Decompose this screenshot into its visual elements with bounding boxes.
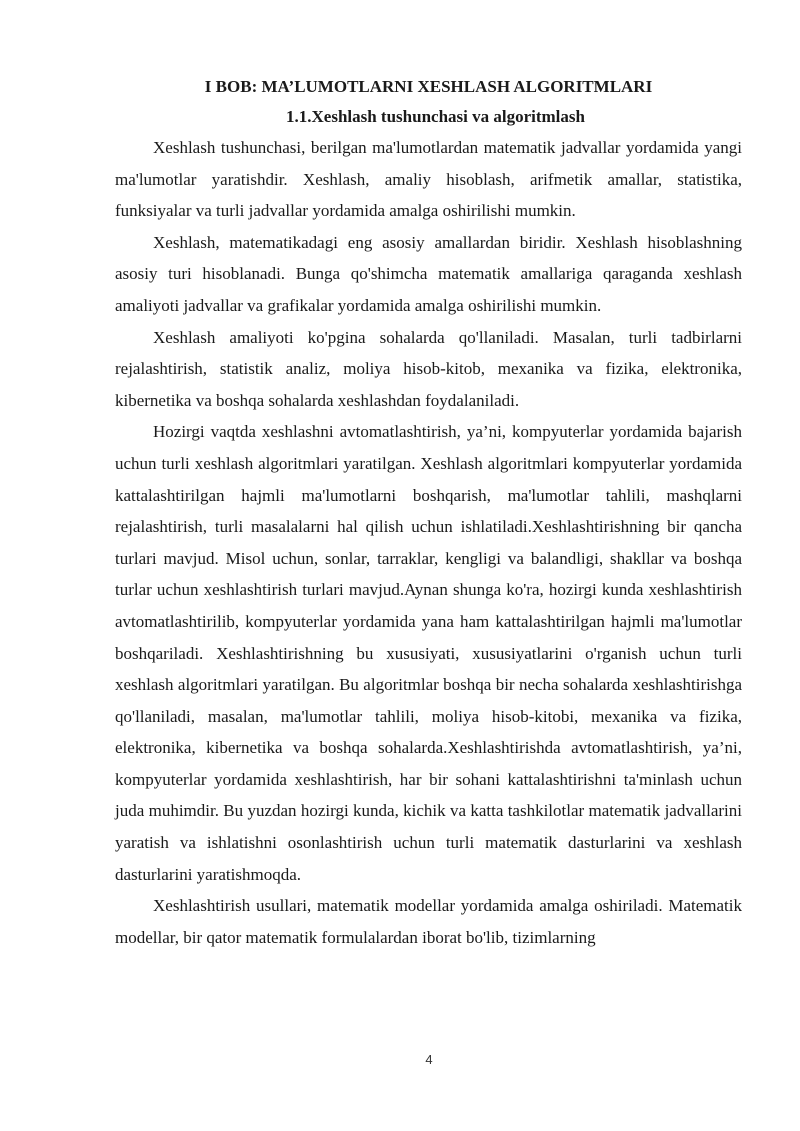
page-content <box>115 74 742 953</box>
page-number: 4 <box>425 1052 433 1067</box>
chapter-title: I BOB: MA’LUMOTLARNI XESHLASH ALGORITMLARI <box>204 77 653 96</box>
paragraph-4: Hozirgi vaqtda xeshlashni avtomatlashtirish, ya’ni, kompyuterlar yordamida bajarish uchun turli xeshlash algoritmlari yaratilgan. Xeshlash algoritmlari kompyuterlar yordamida kattalashtirilgan hajmli ma'lumotlarni boshqarish, ma'lumotlar tahlili, mashqlarni rejalashtirish, turli masalalarni hal qilish uchun ishlatiladi.Xeshlashtirishning bir qancha turlari mavjud. Misol uchun, sonlar, tarraklar, kengligi va balandligi, shakllar va boshqa turlar uchun xeshlashtirish turlari mavjud.Aynan shunga ko'ra, hozirgi kunda xeshlashtirish avtomatlashtirilib, kompyuterlar yordamida yana ham kattalashtirilgan hajmli ma'lumotlar boshqariladi. Xeshlashtirishning bu xususiyati, xususiyatlarini o'rganish uchun turli xeshlash algoritmlari yaratilgan. Bu algoritmlar boshqa bir necha sohalarda xeshlashtirishga qo'llaniladi, masalan, ma'lumotlar tahlili, moliya hisob-kitobi, mexanika va fizika, elektronika, kibernetika va boshqa sohalarda.Xeshlashtirishda avtomatlashtirish, ya’ni, kompyuterlar yordamida xeshlashtirish, har bir sohani kattalashtirishni ta'minlash uchun juda muhimdir. Bu yuzdan hozirgi kunda, kichik va katta tashkilotlar matematik jadvallarini yaratish va ishlatishni osonlashtirish uchun turli matematik dasturlarini va xeshlash dasturlarini yaratishmoqda. <box>115 422 742 884</box>
paragraph-5: Xeshlashtirish usullari, matematik modellar yordamida amalga oshiriladi. Matematik modellar, bir qator matematik formulalardan iborat bo'lib, tizimlarning <box>115 896 742 947</box>
section-title: 1.1.Xeshlash tushunchasi va algoritmlash <box>286 107 585 126</box>
paragraph-2: Xeshlash, matematikadagi eng asosiy amallardan biridir. Xeshlash hisoblashning asosiy turi hisoblanadi. Bunga qo'shimcha matematik amallariga qaraganda xeshlash amaliyoti jadvallar va grafikalar yordamida amalga oshirilishi mumkin. <box>115 232 742 315</box>
paragraph-1: Xeshlash tushunchasi, berilgan ma'lumotlardan matematik jadvallar yordamida yangi ma'lumotlar yaratishdir. Xeshlash, amaliy hisoblash, arifmetik amallar, statistika, funksiyalar va turli jadvallar yordamida amalga oshirilishi mumkin. <box>115 138 742 221</box>
paragraph-3: Xeshlash amaliyoti ko'pgina sohalarda qo'llaniladi. Masalan, turli tadbirlarni rejalashtirish, statistik analiz, moliya hisob-kitob, mexanika va fizika, elektronika, kibernetika va boshqa sohalarda xeshlashdan foydalaniladi. <box>115 327 742 410</box>
